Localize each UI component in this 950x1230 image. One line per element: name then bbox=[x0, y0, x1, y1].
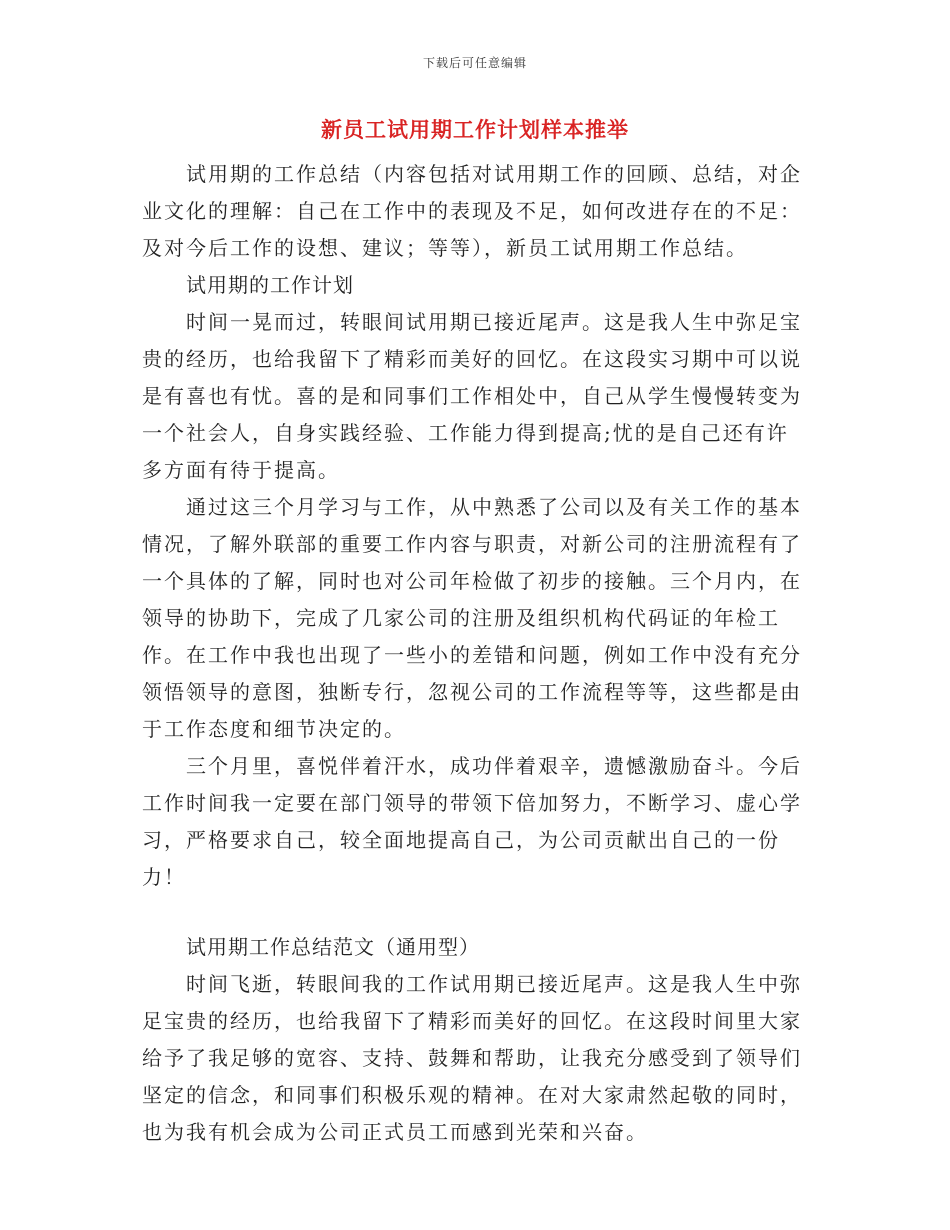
paragraph-work-plan-1: 时间一晃而过，转眼间试用期已接近尾声。这是我人生中弥足宝贵的经历，也给我留下了精彩而美好的回忆。在这段实习期中可以说是有喜也有忧。喜的是和同事们工作相处中，自己从学生慢慢转变为一个社会人，自身实践经验、工作能力得到提高;忧的是自己还有许多方面有待于提高。 bbox=[142, 310, 802, 482]
paragraph-intro: 试用期的工作总结（内容包括对试用期工作的回顾、总结，对企业文化的理解：自己在工作中的表现及不足，如何改进存在的不足：及对今后工作的设想、建议；等等），新员工试用期工作总结。 bbox=[142, 162, 802, 260]
paragraph-work-plan-2: 通过这三个月学习与工作，从中熟悉了公司以及有关工作的基本情况，了解外联部的重要工作内容与职责，对新公司的注册流程有了一个具体的了解，同时也对公司年检做了初步的接触。三个月内，在领导的协助下，完成了几家公司的注册及组织机构代码证的年检工作。在工作中我也出现了一些小的差错和问题，例如工作中没有充分领悟领导的意图，独断专行，忽视公司的工作流程等等，这些都是由于工作态度和细节决定的。 bbox=[142, 495, 802, 741]
paragraph-work-plan-3: 三个月里，喜悦伴着汗水，成功伴着艰辛，遗憾激励奋斗。今后工作时间我一定要在部门领导的带领下倍加努力，不断学习、虚心学习，严格要求自己，较全面地提高自己，为公司贡献出自己的一份力！ bbox=[142, 754, 802, 889]
document-body bbox=[142, 156, 804, 1151]
document-title: 新员工试用期工作计划样本推举 bbox=[321, 118, 629, 142]
page-header-note: 下载后可任意编辑 bbox=[422, 56, 527, 70]
section-heading-summary-sample: 试用期工作总结范文（通用型） bbox=[186, 935, 480, 959]
section-heading-work-plan: 试用期的工作计划 bbox=[186, 273, 354, 297]
section-spacer bbox=[142, 896, 804, 929]
paragraph-summary-sample-1: 时间飞逝，转眼间我的工作试用期已接近尾声。这是我人生中弥足宝贵的经历，也给我留下了精彩而美好的回忆。在这段时间里大家给予了我足够的宽容、支持、鼓舞和帮助，让我充分感受到了领导们坚定的信念，和同事们积极乐观的精神。在对大家肃然起敬的同时，也为我有机会成为公司正式员工而感到光荣和兴奋。 bbox=[142, 972, 802, 1144]
